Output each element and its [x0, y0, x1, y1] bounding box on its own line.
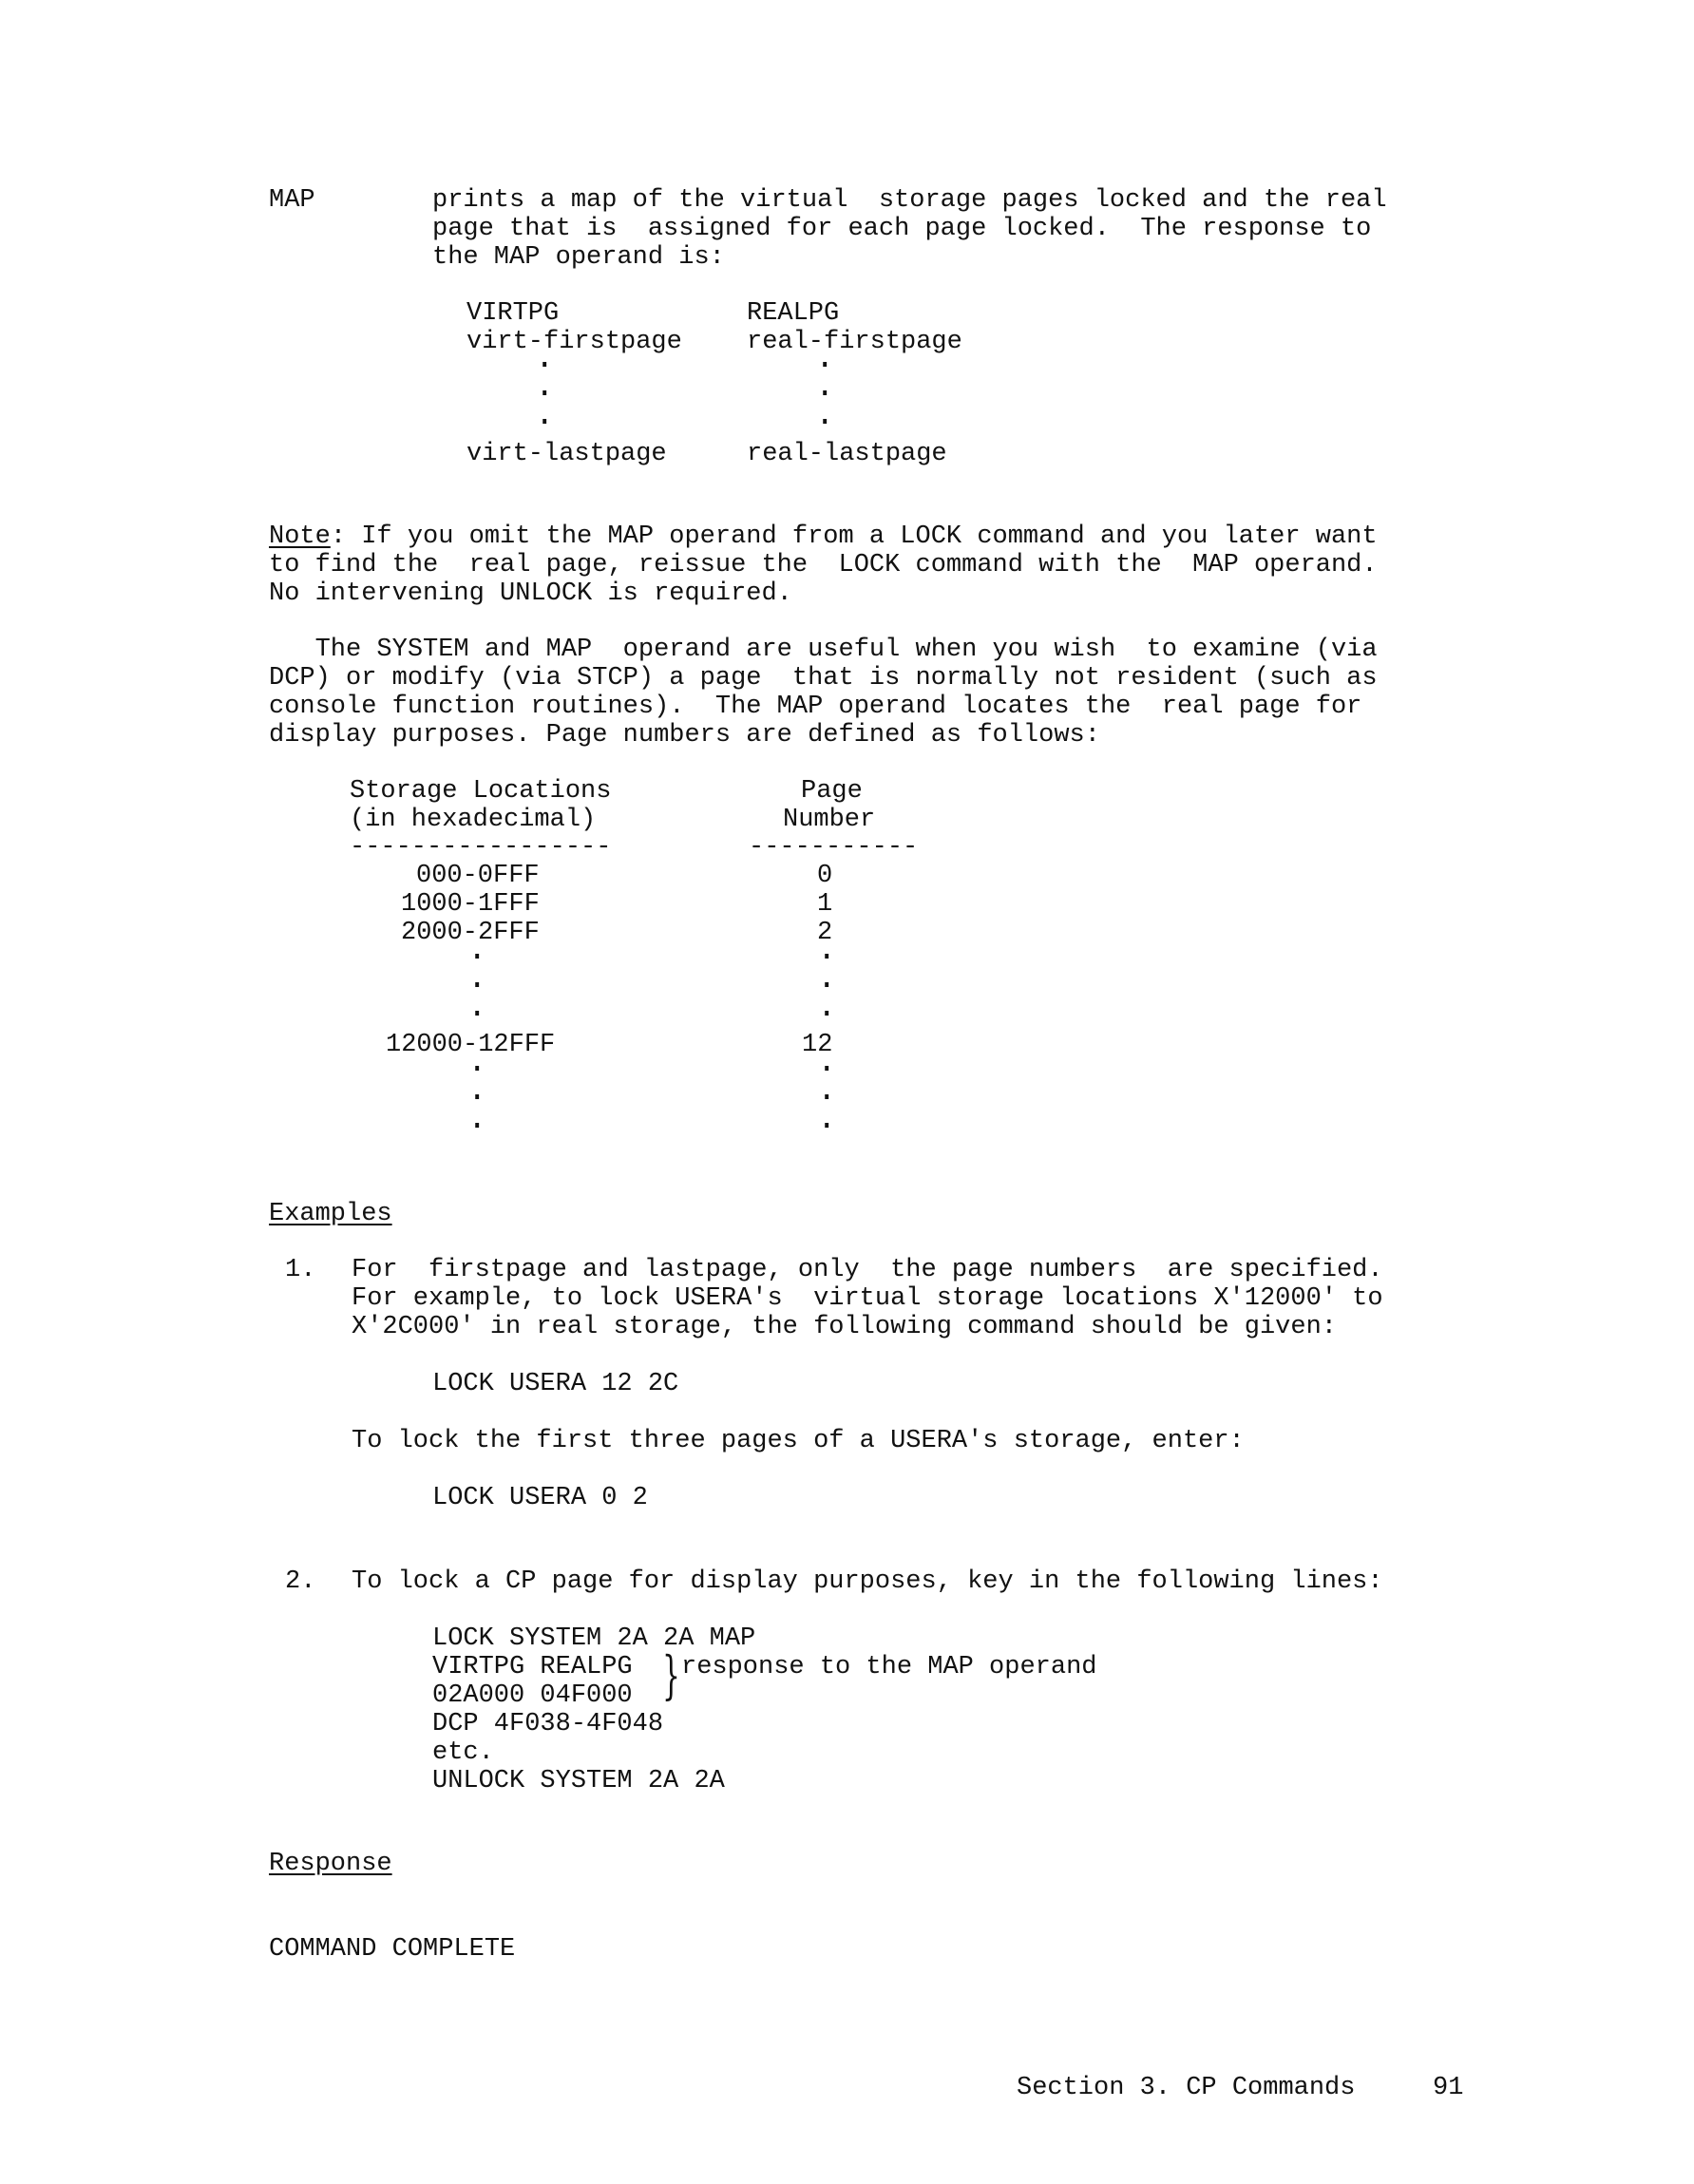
note-line-3: No intervening UNLOCK is required.: [269, 579, 792, 608]
footer-page-number: 91: [1433, 2074, 1464, 2102]
example-1-command-1: LOCK USERA 12 2C: [432, 1370, 679, 1398]
paragraph-line-2: DCP) or modify (via STCP) a page that is normally not resident (such as: [269, 664, 1378, 693]
example-1-line-1: For firstpage and lastpage, only the page numbers are specified.: [352, 1256, 1383, 1284]
storage-rule: -----------------: [350, 833, 612, 862]
example-2-text: To lock a CP page for display purposes, key in the following lines:: [352, 1567, 1383, 1596]
page-header-2: Number: [783, 806, 876, 834]
note-label: Note: [269, 522, 331, 551]
ellipsis-dot: ·: [815, 376, 835, 412]
paragraph-line-3: console function routines). The MAP operand locates the real page for: [269, 693, 1362, 721]
example-1-line-2: For example, to lock USERA's virtual storage locations X'12000' to: [352, 1284, 1383, 1313]
storage-header-1: Storage Locations: [350, 777, 612, 806]
ellipsis-dot: ·: [467, 1109, 487, 1145]
ellipsis-dot: ·: [467, 940, 487, 976]
map-desc-line-1: prints a map of the virtual storage pages locked and the real: [432, 186, 1387, 215]
ellipsis-dot: ·: [817, 968, 837, 1004]
table-row-page: 2: [817, 919, 833, 947]
example-2-line-1: LOCK SYSTEM 2A 2A MAP: [432, 1624, 756, 1653]
real-lastpage: real-lastpage: [747, 440, 947, 468]
table-row-page: 1: [817, 890, 833, 919]
realpg-header: REALPG: [747, 299, 840, 328]
example-2-line-3: 02A000 04F000: [432, 1681, 633, 1710]
note-line-1: [269, 522, 1378, 551]
virtpg-header: VIRTPG: [466, 299, 560, 328]
note-text-1: : If you omit the MAP operand from a LOCK command and you later want: [330, 522, 1378, 551]
ellipsis-dot: ·: [467, 968, 487, 1004]
ellipsis-dot: ·: [817, 1052, 837, 1088]
paragraph-line-4: display purposes. Page numbers are defined as follows:: [269, 721, 1100, 750]
page-rule: -----------: [749, 833, 919, 862]
example-1-command-2: LOCK USERA 0 2: [432, 1484, 648, 1512]
footer-section: Section 3. CP Commands: [1017, 2074, 1356, 2102]
table-row-loc: 1000-1FFF: [401, 890, 540, 919]
map-term: MAP: [269, 186, 315, 215]
virt-firstpage: virt-firstpage: [466, 328, 682, 356]
ellipsis-dot: ·: [815, 348, 835, 384]
response-text: COMMAND COMPLETE: [269, 1935, 516, 1964]
ellipsis-dot: ·: [817, 1109, 837, 1145]
table-row-loc: 12000-12FFF: [386, 1031, 556, 1059]
virt-lastpage: virt-lastpage: [466, 440, 667, 468]
response-heading: Response: [269, 1850, 392, 1878]
page-header-1: Page: [801, 777, 863, 806]
example-1-text-2: To lock the first three pages of a USERA's storage, enter:: [352, 1427, 1245, 1455]
real-firstpage: real-firstpage: [747, 328, 962, 356]
example-2-line-6: UNLOCK SYSTEM 2A 2A: [432, 1767, 725, 1795]
table-row-page: 12: [802, 1031, 833, 1059]
paragraph-line-1: The SYSTEM and MAP operand are useful when you wish to examine (via: [269, 636, 1378, 664]
ellipsis-dot: ·: [467, 997, 487, 1033]
table-row-loc: 2000-2FFF: [401, 919, 540, 947]
ellipsis-dot: ·: [535, 348, 555, 384]
example-2-number: 2.: [285, 1567, 316, 1596]
ellipsis-dot: ·: [467, 1052, 487, 1088]
ellipsis-dot: ·: [817, 997, 837, 1033]
example-2-line-2: VIRTPG REALPG: [432, 1653, 633, 1681]
table-row-loc: 000-0FFF: [416, 862, 540, 890]
ellipsis-dot: ·: [817, 940, 837, 976]
ellipsis-dot: ·: [467, 1080, 487, 1116]
example-1-line-3: X'2C000' in real storage, the following command should be given:: [352, 1313, 1337, 1341]
brace-note: response to the MAP operand: [681, 1653, 1097, 1681]
example-2-line-5: etc.: [432, 1738, 494, 1767]
map-desc-line-3: the MAP operand is:: [432, 243, 725, 272]
table-row-page: 0: [817, 862, 833, 890]
note-line-2: to find the real page, reissue the LOCK command with the MAP operand.: [269, 551, 1378, 579]
ellipsis-dot: ·: [817, 1080, 837, 1116]
example-2-line-4: DCP 4F038-4F048: [432, 1710, 664, 1738]
example-1-number: 1.: [285, 1256, 316, 1284]
ellipsis-dot: ·: [535, 376, 555, 412]
map-desc-line-2: page that is assigned for each page locked. The response to: [432, 215, 1372, 243]
storage-header-2: (in hexadecimal): [350, 806, 597, 834]
brace-icon: }: [662, 1645, 680, 1705]
ellipsis-dot: ·: [535, 405, 555, 441]
examples-heading: Examples: [269, 1200, 392, 1228]
ellipsis-dot: ·: [815, 405, 835, 441]
